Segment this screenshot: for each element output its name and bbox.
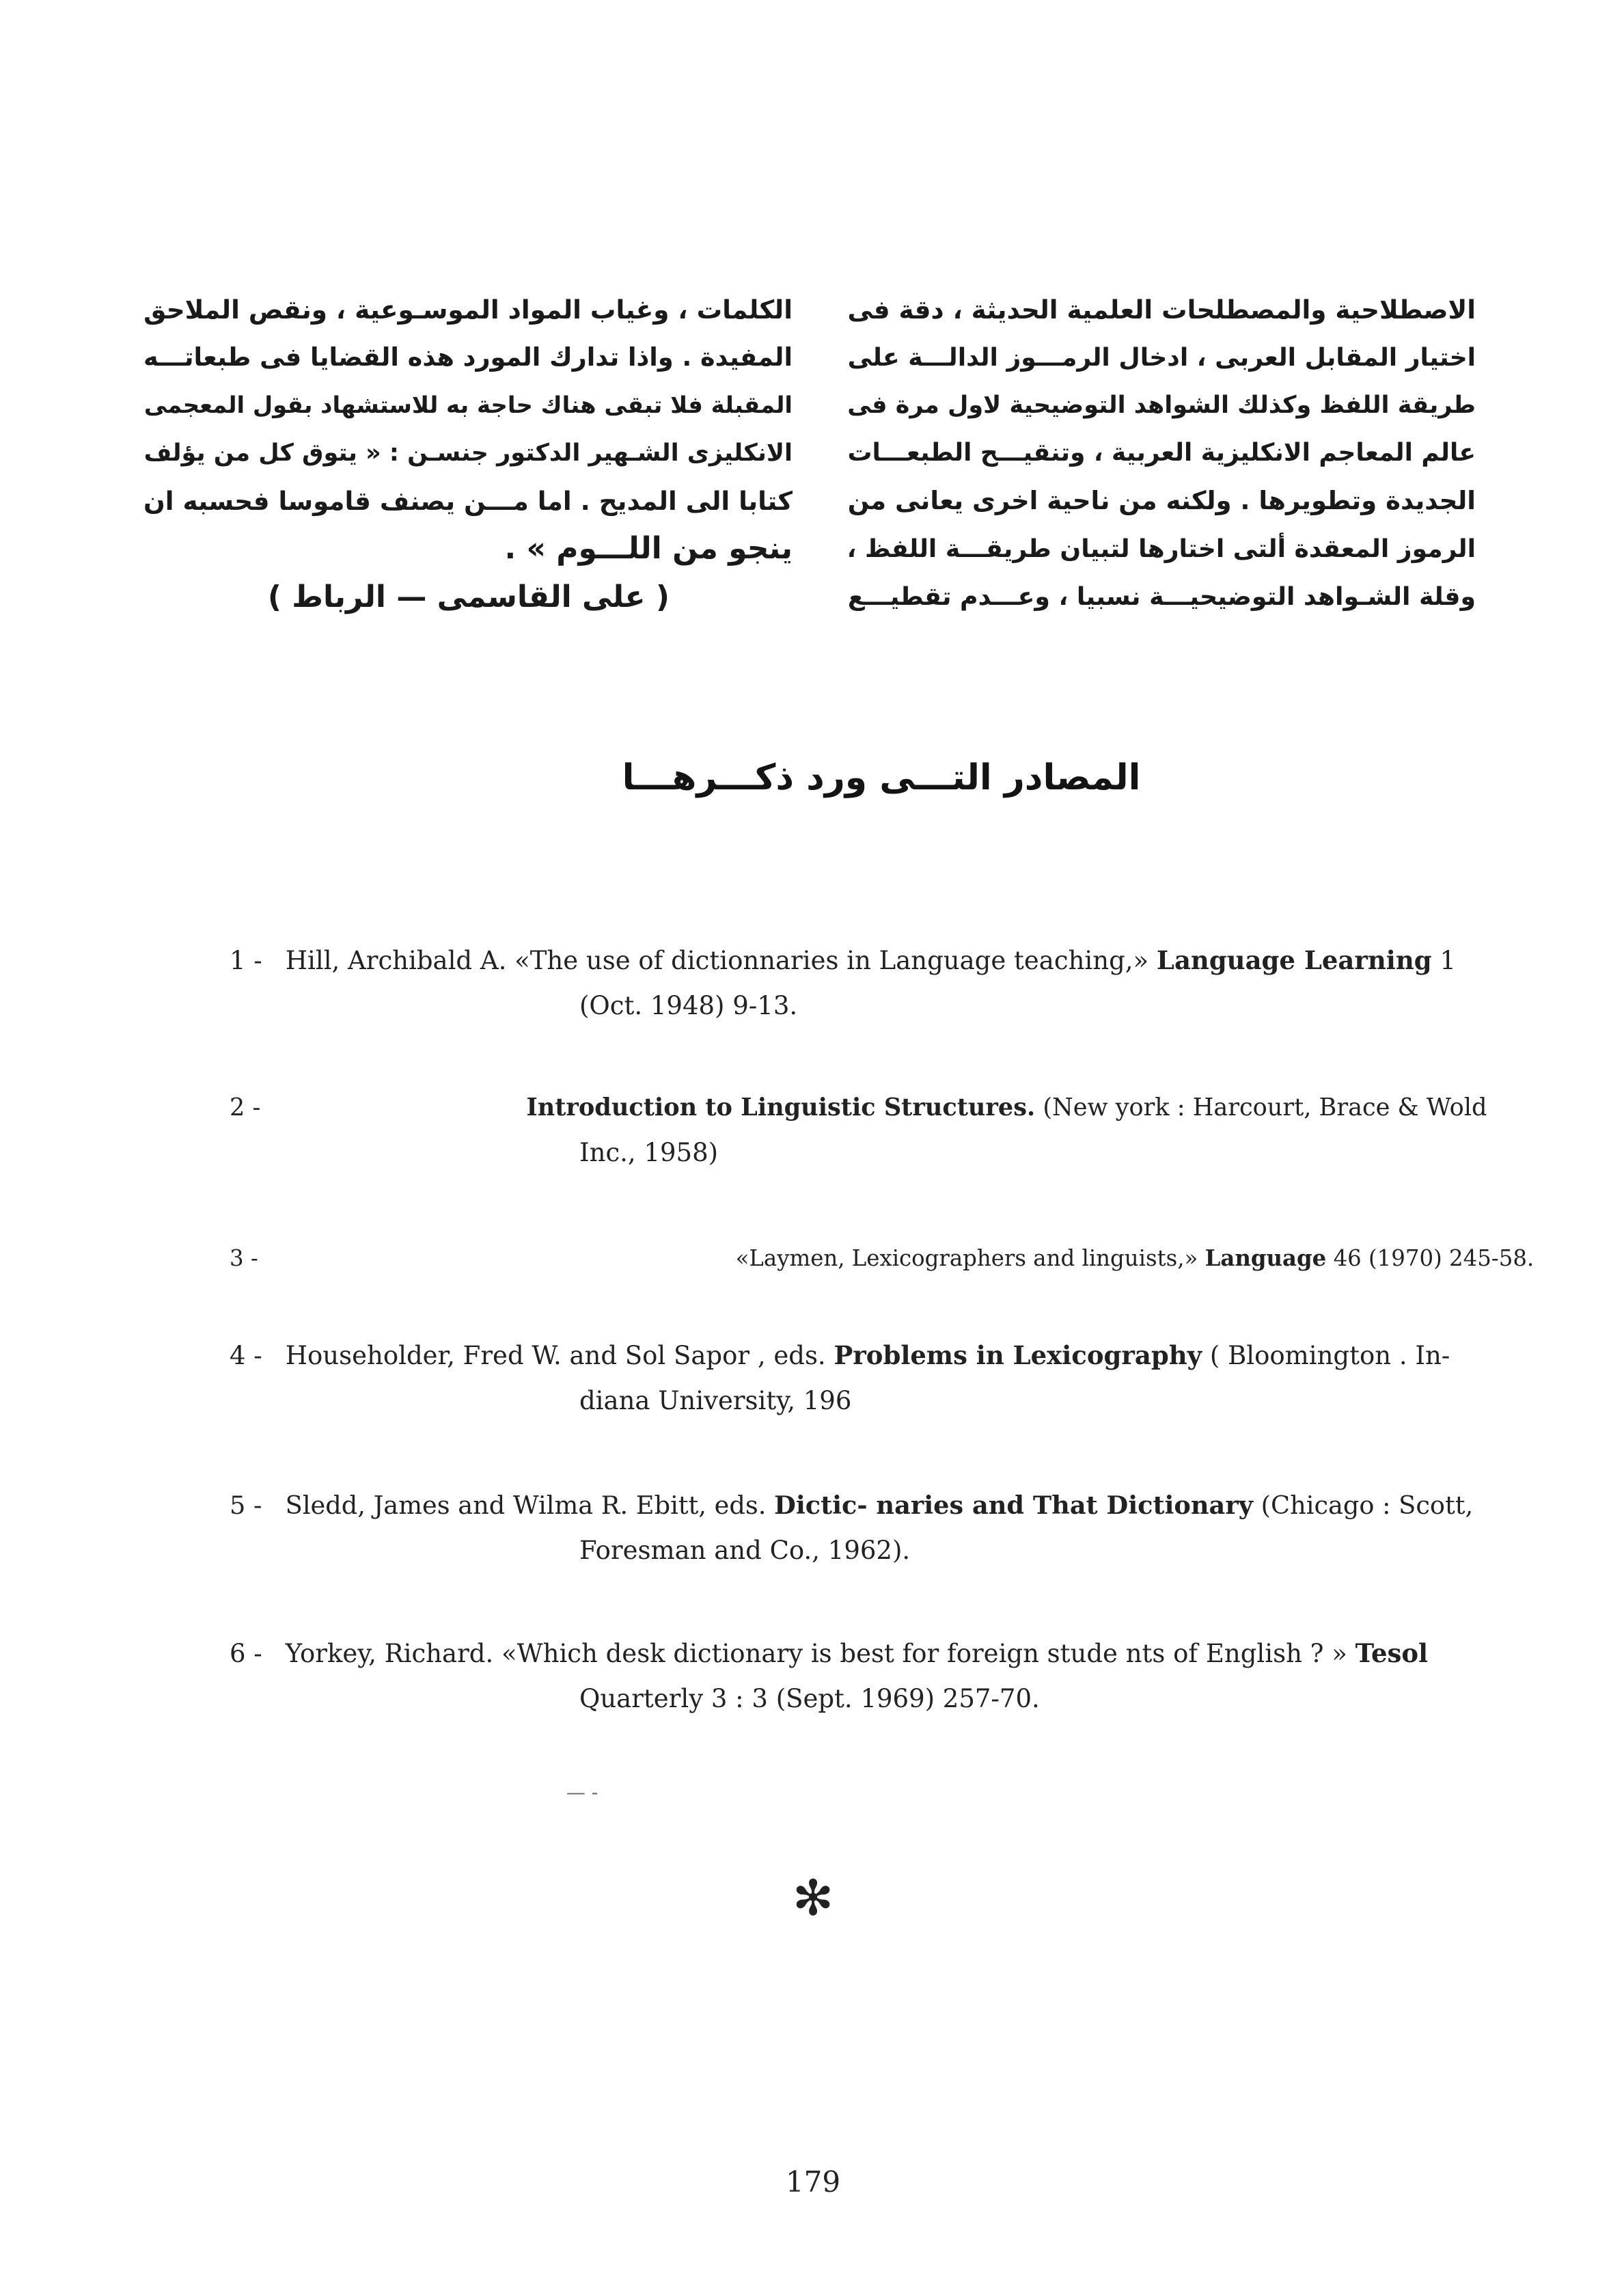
arabic-column-left	[143, 286, 793, 573]
separator-mark: — -	[566, 1781, 598, 1804]
arabic-line: المفيدة . واذا تدارك المورد هذه القضايا فى طبعاتـــه	[143, 342, 793, 372]
reference-source: Problems in Lexicography	[834, 1340, 1202, 1370]
arabic-line: الاصطلاحية والمصطلحات العلمية الحديثة ، دقة فى	[847, 295, 1476, 325]
reference-continuation: Inc., 1958)	[579, 1138, 719, 1167]
arabic-line: الرموز المعقدة ألتى اختارها لتبيان طريقـــة اللفظ ،	[847, 534, 1476, 563]
arabic-line: عالم المعاجم الانكليزية العربية ، وتنقيـــح الطبعـــات	[847, 439, 1476, 467]
reference-line	[230, 1483, 1473, 1528]
reference-item	[230, 1085, 1487, 1175]
reference-text: «Laymen, Lexicographers and linguists,»	[735, 1245, 1198, 1271]
arabic-column-right	[847, 286, 1476, 621]
page-number: 179	[785, 2165, 841, 2199]
reference-line	[230, 938, 1473, 983]
reference-line	[230, 1085, 1487, 1130]
arabic-line: المقبلة فلا تبقى هناك حاجة به للاستشهاد بقول المعجمى	[143, 392, 793, 418]
reference-source: Dictic- naries and That Dictionary	[774, 1491, 1253, 1520]
arabic-line: الكلمات ، وغياب المواد الموسـوعية ، ونقص الملاحق	[143, 295, 793, 325]
reference-text-tail: 1	[1440, 946, 1456, 975]
reference-number: 1 -	[230, 946, 262, 975]
reference-line	[230, 1333, 1473, 1378]
arabic-line: طريقة اللفظ وكذلك الشواهد التوضيحية لاول مرة فى	[847, 392, 1476, 419]
reference-continuation: (Oct. 1948) 9-13.	[579, 991, 798, 1020]
arabic-line: وقلة الشـواهد التوضيحيـــة نسبيا ، وعـــدم تقطيـــع	[847, 582, 1476, 611]
asterisk-ornament: ✻	[792, 1869, 834, 1927]
reference-line	[230, 1631, 1473, 1676]
reference-source: Language Learning	[1156, 945, 1432, 975]
reference-number: 2 -	[230, 1093, 261, 1121]
reference-number: 4 -	[230, 1341, 262, 1370]
reference-continuation: Foresman and Co., 1962).	[579, 1536, 911, 1565]
reference-text: Hill, Archibald A. «The use of dictionnaries in Language teaching,»	[285, 946, 1149, 975]
author-signature: ( على القاسمى — الرباط )	[267, 580, 670, 614]
reference-text: Householder, Fred W. and Sol Sapor , eds.	[285, 1341, 826, 1370]
reference-item	[230, 1631, 1473, 1722]
arabic-line: اختيار المقابل العربى ، ادخال الرمـــوز الدالـــة على	[847, 342, 1476, 372]
arabic-line: ينجو من اللـــوم » .	[504, 531, 793, 566]
arabic-line: كتابا الى المديح . اما مـــن يصنف قاموسا فحسبه ان	[143, 486, 793, 516]
reference-item	[230, 938, 1473, 1029]
reference-text-tail: (New york : Harcourt, Brace & Wold	[1043, 1093, 1487, 1121]
arabic-line: الجديدة وتطويرها . ولكنه من ناحية اخرى يعانى من	[847, 486, 1476, 515]
reference-number: 6 -	[230, 1639, 262, 1668]
reference-source: Language	[1205, 1245, 1327, 1271]
reference-text: Sledd, James and Wilma R. Ebitt, eds.	[285, 1491, 767, 1520]
reference-line	[230, 1236, 1534, 1281]
reference-number: 5 -	[230, 1491, 262, 1520]
reference-source: Tesol	[1355, 1638, 1429, 1668]
reference-item	[230, 1483, 1473, 1573]
reference-item	[230, 1236, 1534, 1281]
reference-text-tail: ( Bloomington . In-	[1209, 1341, 1450, 1370]
reference-text-tail: (Chicago : Scott,	[1261, 1491, 1474, 1520]
arabic-line: الانكليزى الشـهير الدكتور جنسـن : « يتوق كل من يؤلف	[143, 439, 793, 467]
reference-number: 3 -	[230, 1245, 258, 1271]
reference-item	[230, 1333, 1473, 1424]
reference-continuation: Quarterly 3 : 3 (Sept. 1969) 257-70.	[579, 1684, 1040, 1713]
section-title: المصادر التـــى ورد ذكـــرهـــا	[622, 757, 1141, 798]
reference-text: Yorkey, Richard. «Which desk dictionary is best for foreign stude nts of English ? »	[285, 1639, 1347, 1668]
reference-text-tail: 46 (1970) 245-58.	[1333, 1245, 1534, 1271]
reference-source: Introduction to Linguistic Structures.	[526, 1093, 1036, 1121]
reference-continuation: diana University, 196	[579, 1386, 852, 1415]
